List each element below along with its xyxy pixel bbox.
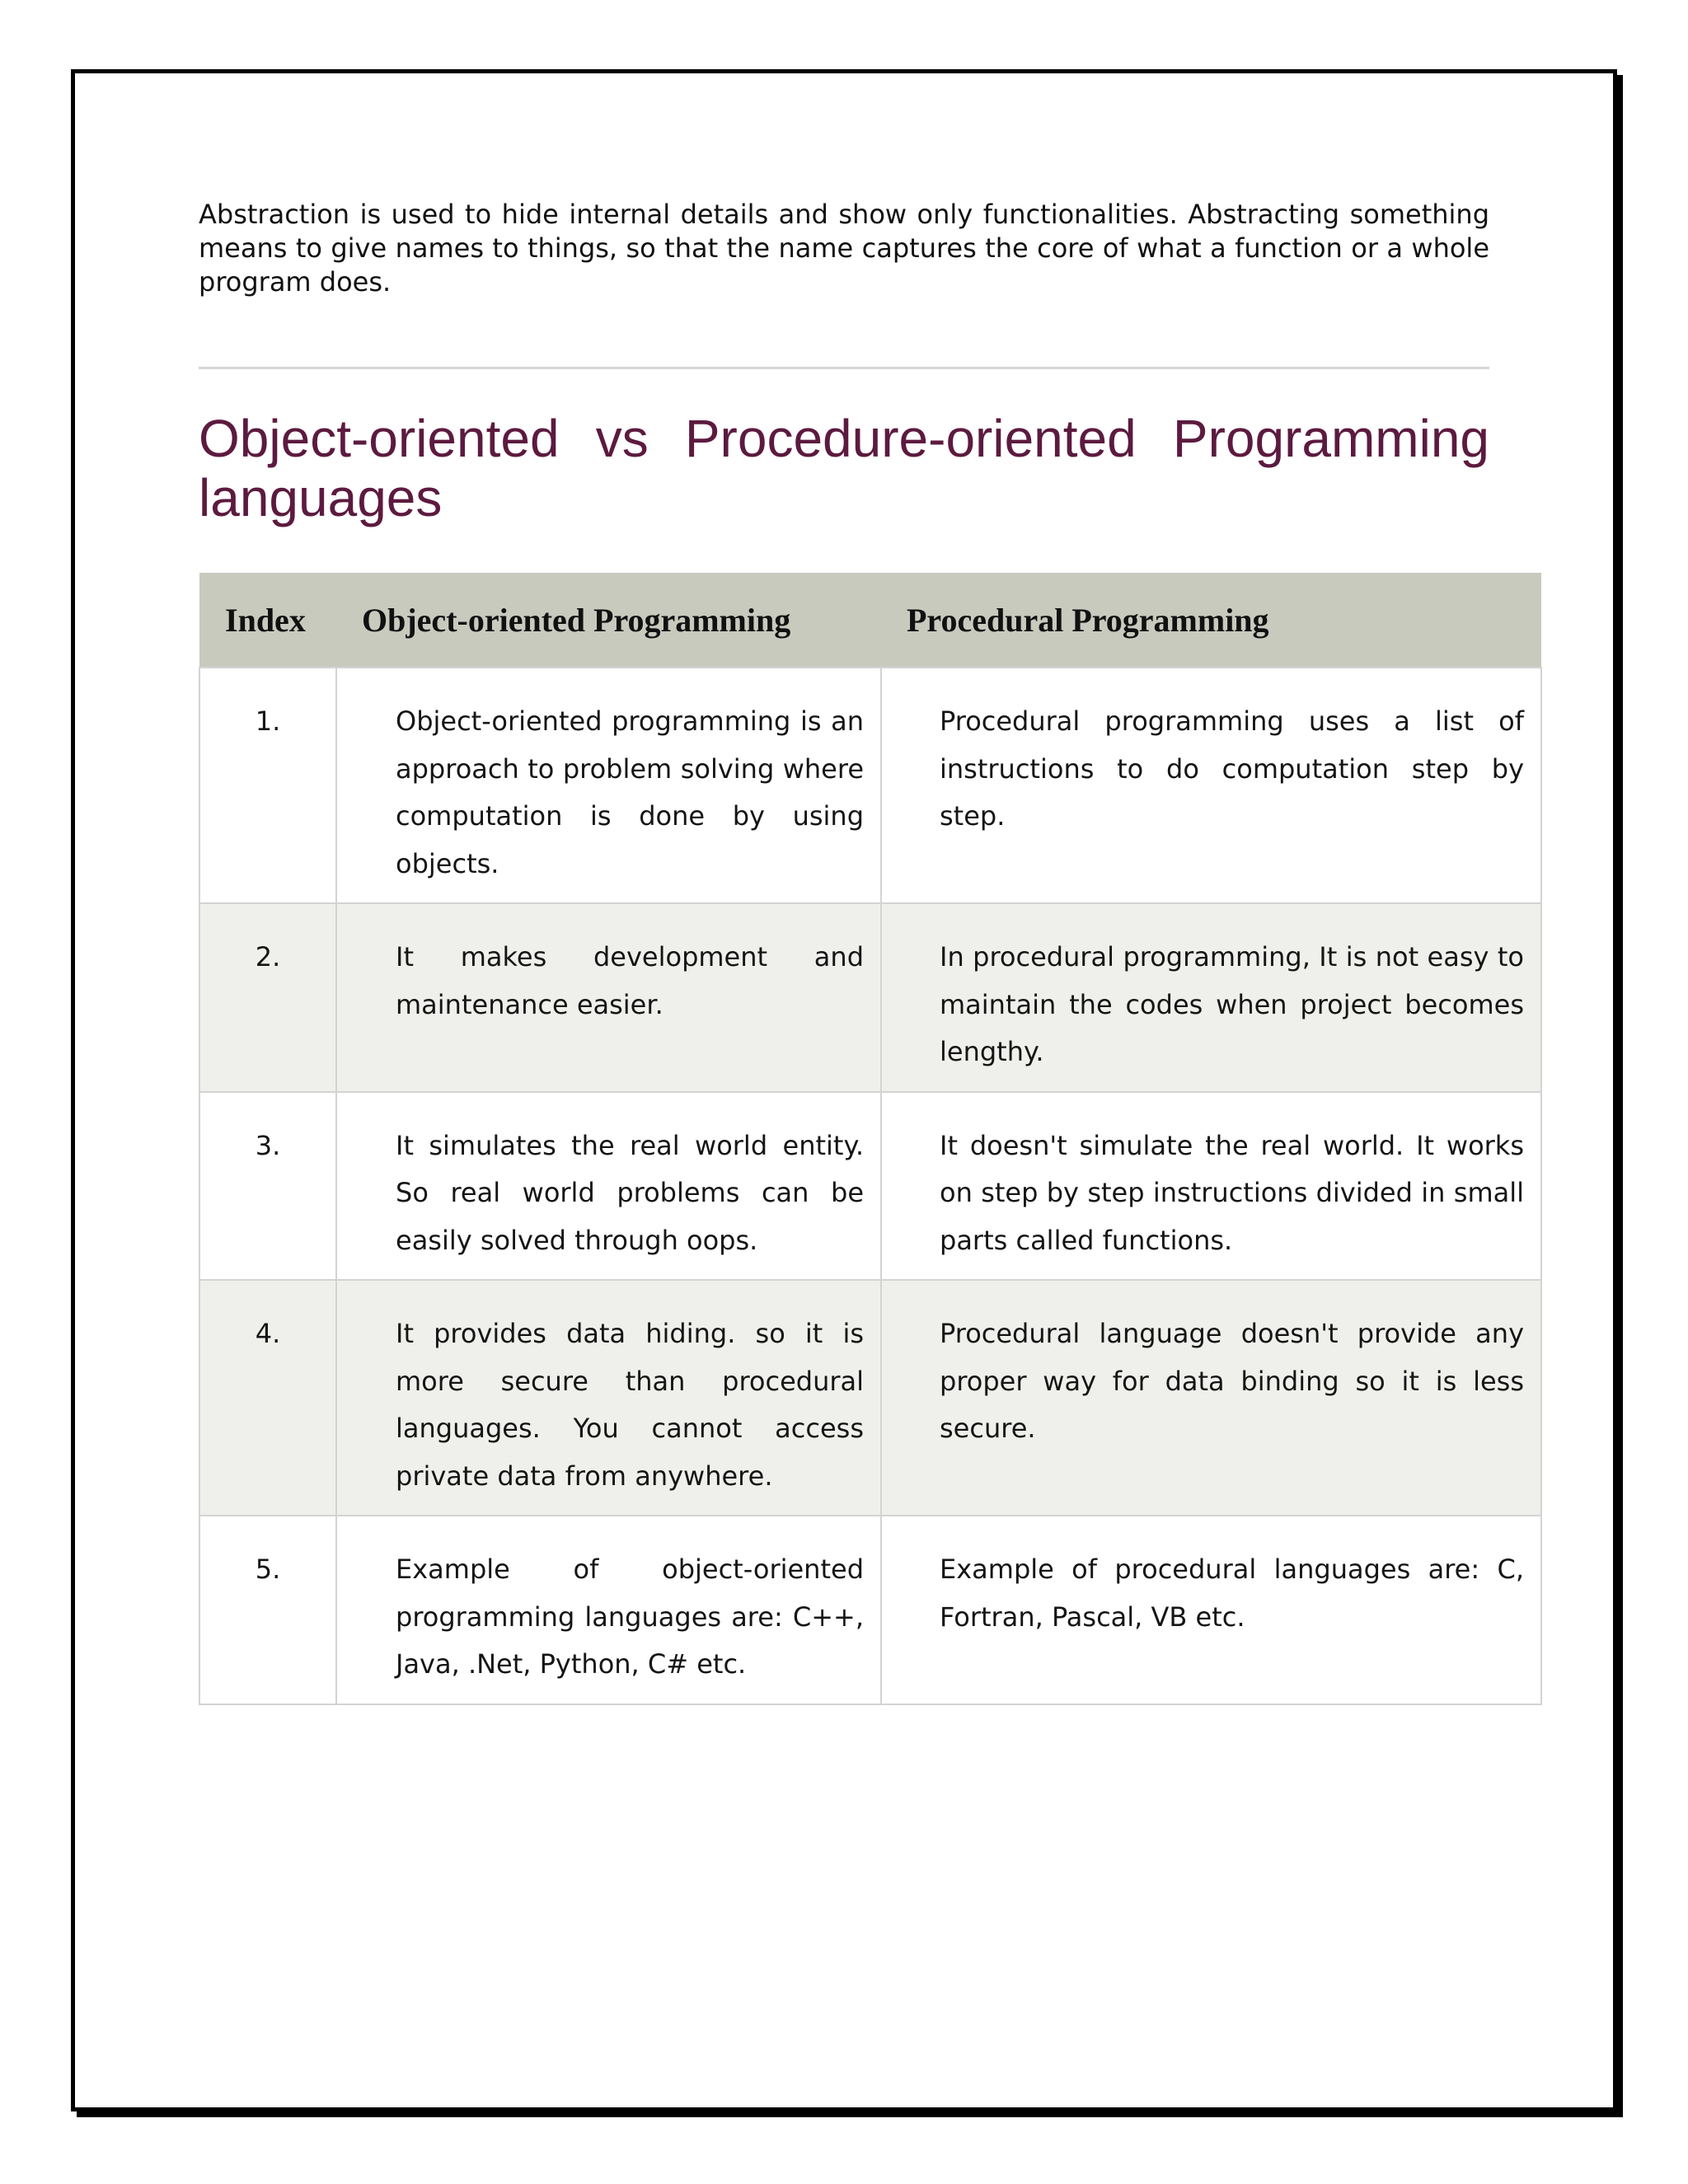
row-procedural-cell: In procedural programming, It is not easy to maintain the codes when project becomes lengthy. (881, 903, 1541, 1092)
table-row (199, 668, 1541, 903)
row-procedural-cell: Example of procedural languages are: C, Fortran, Pascal, VB etc. (881, 1516, 1541, 1704)
row-index: 5. (199, 1516, 336, 1704)
row-oop-cell: Example of object-oriented programming languages are: C++, Java, .Net, Python, C# etc. (336, 1516, 881, 1704)
intro-paragraph: Abstraction is used to hide internal details and show only functionalities. Abstracting something means to give names to things, so that the name captures the core of what a function or a whole program does. (199, 199, 1489, 298)
table-row (199, 1280, 1541, 1516)
table-header (199, 573, 1541, 668)
row-index: 3. (199, 1092, 336, 1281)
row-procedural-cell: Procedural programming uses a list of instructions to do computation step by step. (881, 668, 1541, 903)
row-procedural-cell: It doesn't simulate the real world. It works on step by step instructions divided in small parts called functions. (881, 1092, 1541, 1281)
table-row (199, 1092, 1541, 1281)
comparison-table (199, 573, 1542, 1705)
row-index: 1. (199, 668, 336, 903)
horizontal-divider (199, 367, 1489, 369)
header-oop: Object-oriented Programming (336, 573, 881, 668)
table-row (199, 1516, 1541, 1704)
row-oop-cell: It makes development and maintenance easier. (336, 903, 881, 1092)
row-oop-cell: It provides data hiding. so it is more secure than procedural languages. You cannot access private data from anywhere. (336, 1280, 881, 1516)
table-row (199, 903, 1541, 1092)
row-oop-cell: Object-oriented programming is an approach to problem solving where computation is done by using objects. (336, 668, 881, 903)
row-oop-cell: It simulates the real world entity. So real world problems can be easily solved through oops. (336, 1092, 881, 1281)
header-index: Index (199, 573, 336, 668)
header-procedural: Procedural Programming (881, 573, 1541, 668)
row-index: 2. (199, 903, 336, 1092)
section-heading: Object-oriented vs Procedure-oriented Programming languages (199, 409, 1489, 527)
table-body (199, 668, 1541, 1704)
row-index: 4. (199, 1280, 336, 1516)
row-procedural-cell: Procedural language doesn't provide any proper way for data binding so it is less secure. (881, 1280, 1541, 1516)
table-header-row (199, 573, 1541, 668)
